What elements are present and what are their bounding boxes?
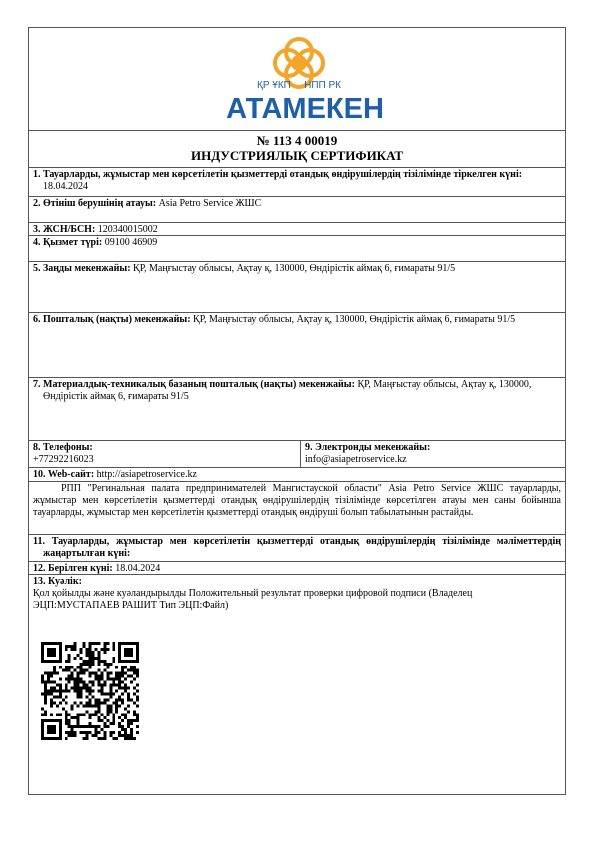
legal-address-value: ҚР, Маңғыстау облысы, Ақтау қ, 130000, Өндірістік аймақ 6, ғимараты 91/5 bbox=[133, 263, 456, 274]
issued-label: 12. Берілген күні: bbox=[33, 563, 113, 574]
atameken-emblem-icon bbox=[29, 28, 567, 130]
certificate-header bbox=[29, 130, 565, 167]
field-base-address bbox=[29, 377, 565, 440]
field-bin bbox=[29, 222, 565, 235]
field-phone bbox=[29, 441, 301, 467]
applicant-value: Asia Petro Service ЖШС bbox=[158, 198, 262, 209]
bin-label: 3. ЖСН/БСН: bbox=[33, 224, 96, 235]
field-email bbox=[301, 441, 434, 467]
applicant-label: 2. Өтініш берушінің атауы: bbox=[33, 198, 157, 209]
field-activity bbox=[29, 235, 565, 261]
statement-text: РПП "Регинальная палата предпринимателей Мангистауской области" Asia Petro Service ЖШС тауарларды, жұмыстар мен көрсетілетін қызметтерді отандық өндірушілердің тізілімінде көрсетілген атауы мен саны бойынша тауарларды, жұмыстар мен көрсетілетін қызметтерді отандық өндіруші болып табылатынын растайды. bbox=[33, 483, 561, 518]
activity-label: 4. Қызмет түрі: bbox=[33, 237, 103, 248]
postal-address-value: ҚР, Маңғыстау облысы, Ақтау қ, 130000, Өндірістік аймақ 6, ғимараты 91/5 bbox=[193, 314, 516, 325]
registered-label: 1. Тауарларды, жұмыстар мен көрсетілетін қызметтерді отандық өндірушілердің тізілімінде тіркелген күні: bbox=[33, 169, 523, 180]
base-address-value: ҚР, Маңғыстау облысы, Ақтау қ, 130000, Өндірістік аймақ 6, ғимараты 91/5 bbox=[43, 379, 532, 402]
field-statement bbox=[29, 481, 565, 534]
website-value[interactable]: http://asiapetroservice.kz bbox=[96, 469, 197, 480]
field-postal-address bbox=[29, 312, 565, 377]
certificate-frame bbox=[28, 27, 566, 795]
issued-value: 18.04.2024 bbox=[115, 563, 161, 574]
website-label: 10. Web-сайт: bbox=[33, 469, 95, 480]
logo-right-label: НПП РК bbox=[304, 80, 341, 91]
field-legal-address bbox=[29, 261, 565, 312]
legal-address-label: 5. Заңды мекенжайы: bbox=[33, 263, 131, 274]
witness-label: 13. Куәлік: bbox=[33, 576, 82, 587]
field-updated bbox=[29, 534, 565, 561]
phone-label: 8. Телефоны: bbox=[33, 442, 93, 453]
logo-left-label: ҚР ҰКП bbox=[257, 80, 291, 91]
base-address-label: 7. Материалдық-техникалық базаның пошталық (нақты) мекенжайы: bbox=[33, 379, 355, 390]
field-registered bbox=[29, 167, 565, 196]
updated-label: 11. Тауарларды, жұмыстар мен көрсетілетін қызметтерді отандық өндірушілердің тізілімінде мәліметтердің жаңартылған күні: bbox=[33, 536, 561, 559]
atameken-logo bbox=[29, 28, 567, 130]
phone-value: +77292216023 bbox=[33, 454, 94, 465]
certificate-title: ИНДУСТРИЯЛЫҚ СЕРТИФИКАТ bbox=[190, 148, 404, 163]
bin-value: 120340015002 bbox=[97, 224, 158, 235]
activity-value: 09100 46909 bbox=[104, 237, 158, 248]
postal-address-label: 6. Пошталық (нақты) мекенжайы: bbox=[33, 314, 191, 325]
logo-wordmark: АТАМЕКЕН bbox=[226, 93, 384, 125]
registered-value: 18.04.2024 bbox=[43, 181, 88, 192]
email-value: info@asiapetroservice.kz bbox=[305, 454, 407, 465]
contact-row bbox=[29, 440, 565, 467]
field-website bbox=[29, 467, 565, 481]
email-label: 9. Электронды мекенжайы: bbox=[305, 442, 431, 453]
witness-text: Қол қойылды және куәландырылды Положительный результат проверки цифровой подписи (Владелец ЭЦП:МУСТАПАЕВ РАШИТ Тип ЭЦП:Файл) bbox=[33, 588, 473, 611]
field-applicant bbox=[29, 196, 565, 222]
field-issued bbox=[29, 561, 565, 574]
certificate-number: № 113 4 00019 bbox=[256, 133, 338, 148]
qr-code-icon bbox=[41, 642, 139, 740]
